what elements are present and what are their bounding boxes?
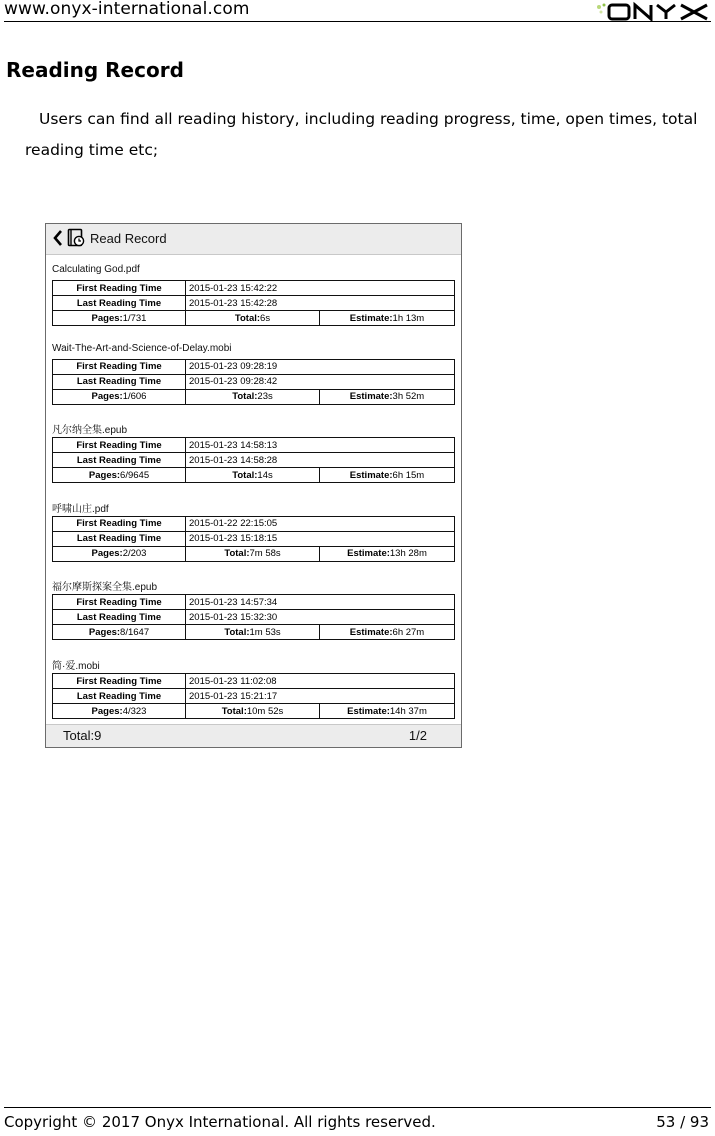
pages-cell	[53, 311, 186, 326]
first-reading-value: 2015-01-23 15:42:22	[186, 281, 455, 296]
last-reading-label: Last Reading Time	[53, 689, 186, 704]
first-reading-row	[53, 281, 455, 296]
total-cell	[186, 468, 320, 483]
first-reading-label: First Reading Time	[53, 438, 186, 453]
last-reading-row	[53, 610, 455, 625]
record-title[interactable]: 简·爱.mobi	[52, 661, 100, 672]
page-indicator[interactable]: 1/2	[408, 728, 427, 743]
last-reading-row	[53, 689, 455, 704]
estimate-value: 14h 37m	[389, 705, 427, 717]
first-reading-label: First Reading Time	[53, 674, 186, 689]
summary-row	[53, 389, 455, 404]
pages-label: Pages:	[88, 469, 121, 481]
last-reading-row	[53, 531, 455, 546]
pages-cell	[53, 389, 186, 404]
paragraph-text: Users can find all reading history, including reading progress, time, open times, total reading time etc;	[25, 110, 698, 159]
summary-row	[53, 311, 455, 326]
estimate-value: 1h 13m	[392, 312, 425, 324]
summary-row	[53, 625, 455, 640]
summary-row	[53, 468, 455, 483]
record-title[interactable]: 呼啸山庄.pdf	[52, 503, 109, 515]
chevron-left-icon[interactable]	[53, 229, 63, 252]
estimate-cell	[320, 546, 455, 561]
last-reading-label: Last Reading Time	[53, 453, 186, 468]
section-paragraph	[25, 104, 713, 166]
first-reading-row	[53, 359, 455, 374]
estimate-cell	[320, 389, 455, 404]
total-value: 6s	[260, 312, 271, 324]
pages-value: 1/731	[122, 312, 147, 324]
first-reading-value: 2015-01-23 11:02:08	[186, 674, 455, 689]
pages-cell	[53, 546, 186, 561]
last-reading-label: Last Reading Time	[53, 374, 186, 389]
last-reading-value: 2015-01-23 15:21:17	[186, 689, 455, 704]
pages-label: Pages:	[88, 626, 121, 638]
record-table	[52, 359, 455, 405]
last-reading-value: 2015-01-23 09:28:42	[186, 374, 455, 389]
total-label: Total:	[221, 705, 247, 717]
estimate-label: Estimate:	[347, 705, 390, 717]
first-reading-value: 2015-01-23 09:28:19	[186, 359, 455, 374]
pages-label: Pages:	[91, 312, 123, 324]
pages-label: Pages:	[91, 548, 123, 560]
pages-label: Pages:	[91, 391, 123, 403]
record-table	[52, 673, 455, 719]
screen-bottombar	[46, 724, 461, 747]
device-screenshot	[45, 223, 462, 748]
record-table	[52, 516, 455, 562]
last-reading-value: 2015-01-23 14:58:28	[186, 453, 455, 468]
total-label: Total:	[232, 469, 258, 481]
first-reading-value: 2015-01-22 22:15:05	[186, 516, 455, 531]
estimate-value: 6h 27m	[392, 626, 425, 638]
first-reading-label: First Reading Time	[53, 595, 186, 610]
last-reading-value: 2015-01-23 15:18:15	[186, 531, 455, 546]
estimate-label: Estimate:	[349, 626, 393, 638]
book-clock-icon	[67, 228, 85, 253]
pages-label: Pages:	[91, 705, 123, 717]
pages-value: 4/323	[122, 705, 147, 717]
header-divider	[4, 21, 711, 22]
total-cell	[186, 311, 320, 326]
record-title[interactable]: 福尔摩斯探案全集.epub	[52, 582, 158, 594]
pages-cell	[53, 468, 186, 483]
estimate-cell	[320, 625, 455, 640]
total-count: Total:9	[63, 728, 102, 743]
total-cell	[186, 625, 320, 640]
total-cell	[186, 704, 320, 719]
estimate-cell	[320, 311, 455, 326]
total-label: Total:	[224, 548, 250, 560]
estimate-value: 6h 15m	[392, 469, 425, 481]
screen-title: Read Record	[90, 231, 167, 246]
last-reading-label: Last Reading Time	[53, 531, 186, 546]
record-title[interactable]: Calculating God.pdf	[52, 264, 140, 275]
last-reading-row	[53, 296, 455, 311]
pages-value: 2/203	[122, 548, 147, 560]
estimate-label: Estimate:	[349, 391, 393, 403]
first-reading-label: First Reading Time	[53, 281, 186, 296]
last-reading-value: 2015-01-23 15:32:30	[186, 610, 455, 625]
first-reading-row	[53, 438, 455, 453]
estimate-cell	[320, 704, 455, 719]
summary-row	[53, 546, 455, 561]
total-value: 14s	[257, 469, 273, 481]
pages-value: 6/9645	[120, 469, 150, 481]
total-value: 1m 53s	[249, 626, 281, 638]
first-reading-label: First Reading Time	[53, 516, 186, 531]
last-reading-label: Last Reading Time	[53, 296, 186, 311]
header-url: www.onyx-international.com	[4, 0, 250, 19]
total-label: Total:	[232, 391, 258, 403]
estimate-value: 3h 52m	[392, 391, 425, 403]
last-reading-value: 2015-01-23 15:42:28	[186, 296, 455, 311]
total-value: 10m 52s	[246, 705, 284, 717]
first-reading-value: 2015-01-23 14:58:13	[186, 438, 455, 453]
footer-divider	[4, 1107, 711, 1108]
total-cell	[186, 546, 320, 561]
first-reading-value: 2015-01-23 14:57:34	[186, 595, 455, 610]
total-label: Total:	[224, 626, 250, 638]
first-reading-row	[53, 674, 455, 689]
copyright-text: Copyright © 2017 Onyx International. All rights reserved.	[4, 1113, 436, 1131]
record-title[interactable]: Wait-The-Art-and-Science-of-Delay.mobi	[52, 342, 232, 354]
estimate-label: Estimate:	[347, 548, 390, 560]
estimate-cell	[320, 468, 455, 483]
pages-value: 1/606	[122, 391, 147, 403]
estimate-label: Estimate:	[349, 312, 393, 324]
total-value: 23s	[257, 391, 273, 403]
screen-topbar	[46, 224, 461, 255]
record-table	[52, 594, 455, 640]
first-reading-row	[53, 516, 455, 531]
page-number: 53 / 93	[656, 1113, 709, 1131]
onyx-logo-mark	[593, 1, 711, 21]
first-reading-row	[53, 595, 455, 610]
first-reading-label: First Reading Time	[53, 359, 186, 374]
total-value: 7m 58s	[249, 548, 281, 560]
estimate-label: Estimate:	[349, 469, 393, 481]
summary-row	[53, 704, 455, 719]
total-cell	[186, 389, 320, 404]
section-title: Reading Record	[6, 58, 184, 82]
pages-cell	[53, 625, 186, 640]
last-reading-row	[53, 374, 455, 389]
estimate-value: 13h 28m	[389, 548, 427, 560]
record-table	[52, 280, 455, 326]
pages-value: 8/1647	[120, 626, 150, 638]
record-title[interactable]: 凡尔纳全集.epub	[52, 425, 128, 437]
record-table	[52, 437, 455, 483]
last-reading-label: Last Reading Time	[53, 610, 186, 625]
last-reading-row	[53, 453, 455, 468]
pages-cell	[53, 704, 186, 719]
total-label: Total:	[234, 312, 261, 324]
